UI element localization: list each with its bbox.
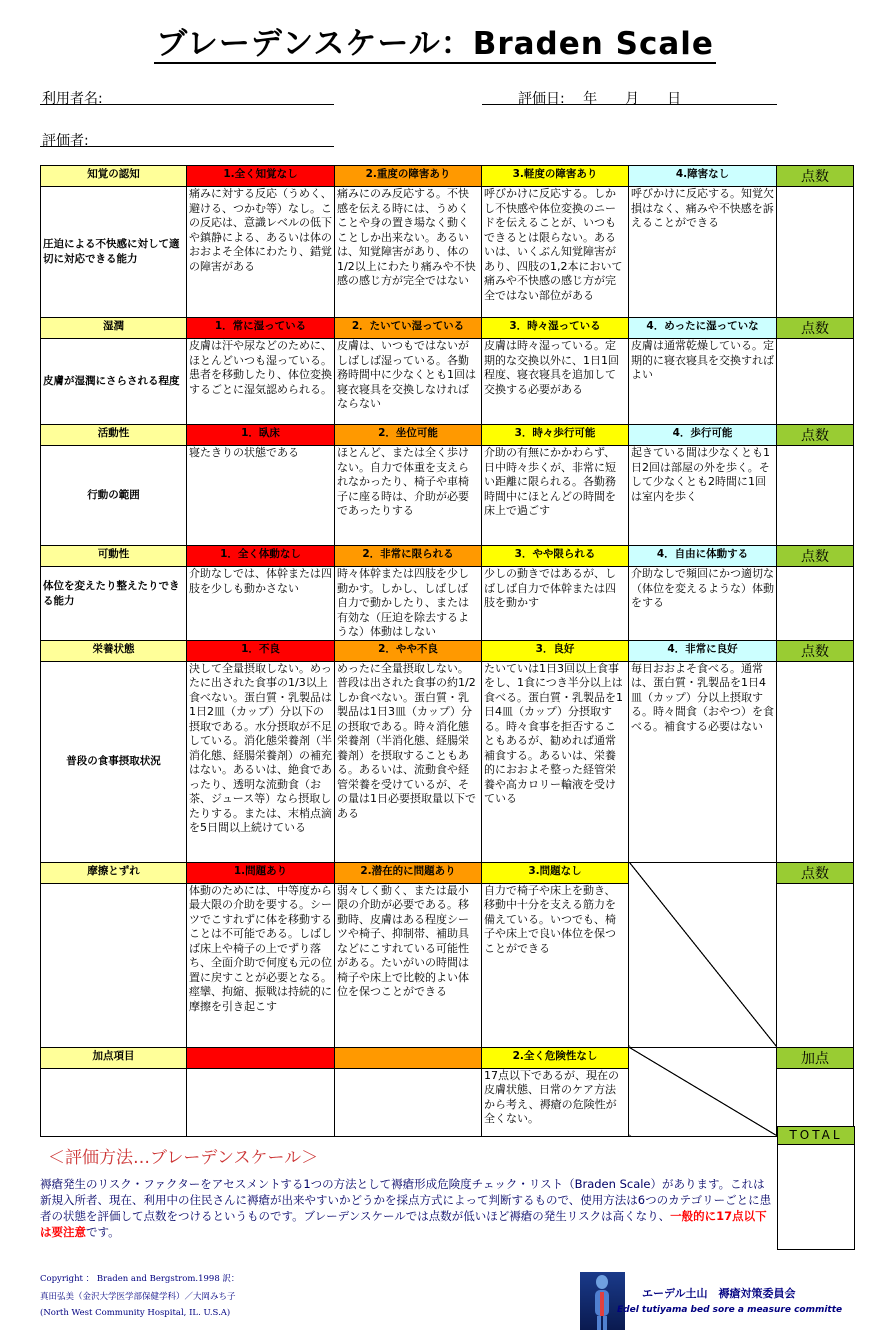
level-3-header: 3．良好	[482, 640, 629, 661]
level-2-text	[335, 1068, 482, 1136]
level-2-header: 2．やや不良	[335, 640, 482, 661]
evaluator-label: 評価者:	[42, 133, 89, 149]
descriptor: 普段の食事摂取状況	[41, 661, 187, 862]
level-3-header: 3．やや限られる	[482, 546, 629, 567]
not-applicable-cell	[629, 1047, 777, 1136]
level-1-header	[187, 1047, 335, 1068]
level-4-header: 4．自由に体動する	[629, 546, 777, 567]
score-header: 点数	[777, 318, 854, 339]
level-4-text: 皮膚は通常乾燥している。定期的に寝衣寝具を交換すればよい	[629, 339, 777, 425]
method-emphasis: 一般的に17点以下は要注意	[40, 1209, 767, 1239]
category-label: 栄養状態	[41, 640, 187, 661]
descriptor: 圧迫による不快感に対して適切に対応できる能力	[41, 187, 187, 318]
level-1-text: 決して全量摂取しない。めったに出された食事の1/3以上食べない。蛋白質・乳製品は1日2皿（カップ）分以下の摂取である。水分摂取が不足している。消化態栄養剤（半消化態、経腸栄養剤）の補充はない。あるいは、絶食であったり、透明な流動食（お茶、ジュース等）なら摂取したりする。または、末梢点滴を5日間以上続けている	[187, 661, 335, 862]
copyright-line-3: (North West Community Hospital, IL. U.S.A)	[40, 1308, 231, 1318]
category-body-row	[41, 567, 854, 641]
level-2-header: 2.重度の障害あり	[335, 166, 482, 187]
score-header: 点数	[777, 640, 854, 661]
level-2-header: 2.潜在的に問題あり	[335, 862, 482, 883]
method-text	[40, 1176, 772, 1240]
date-line[interactable]	[482, 104, 777, 105]
score-cell[interactable]	[777, 339, 854, 425]
category-label: 加点項目	[41, 1047, 187, 1068]
level-2-text: 痛みにのみ反応する。不快感を伝える時には、うめくことや身の置き場なく動くことしか出来ない。あるいは、知覚障害があり、体の1/2以上にわたり痛みや不快感の感じ方が完全ではない	[335, 187, 482, 318]
method-body: 褥瘡発生のリスク・ファクターをアセスメントする1つの方法として褥瘡形成危険度チェック・リスト（Braden Scale）があります。これは新規入所者、現在、利用中の住民さんに褥瘡が出来やすいかどうかを採点方式によって判断するもので、使用方法は6つのカテゴリーごとに患者の状態を評価して点数をつけるというものです。ブレーデンスケールでは点数が低いほど褥瘡の発生リスクは高くなり、	[40, 1177, 772, 1223]
descriptor: 皮膚が湿潤にさらされる程度	[41, 339, 187, 425]
category-label: 摩擦とずれ	[41, 862, 187, 883]
category-body-row	[41, 446, 854, 546]
descriptor	[41, 883, 187, 1047]
method-tail: です。	[86, 1225, 120, 1239]
bonus-header: 加点	[777, 1047, 854, 1068]
level-2-text: 時々体幹または四肢を少し動かす。しかし、しばしば自力で動かしたり、または有効な（圧迫を除去するような）体動はしない	[335, 567, 482, 641]
score-cell[interactable]	[777, 446, 854, 546]
level-1-text: 皮膚は汗や尿などのために、ほとんどいつも湿っている。患者を移動したり、体位変換するごとに湿気認められる。	[187, 339, 335, 425]
category-header-row	[41, 166, 854, 187]
user-name-line[interactable]	[40, 104, 334, 105]
category-body-row	[41, 661, 854, 862]
level-2-header	[335, 1047, 482, 1068]
level-3-header: 2.全く危険性なし	[482, 1047, 629, 1068]
score-cell[interactable]	[777, 883, 854, 1047]
date-label: 評価日: 年 月 日	[518, 91, 682, 107]
level-2-header: 2．たいてい湿っている	[335, 318, 482, 339]
copyright-line-1: Copyright ： Braden and Bergstrom.1998 訳：	[40, 1274, 240, 1284]
level-3-text: たいていは1日3回以上食事をし、1食につき半分以上は食べる。蛋白質・乳製品を1日4皿（カップ）分摂取する。時々食事を拒否することもあるが、勧めれば通常補食する。あるいは、栄養的におおよそ整った経管栄養や高カロリー輸液を受けている	[482, 661, 629, 862]
level-3-header: 3.軽度の障害あり	[482, 166, 629, 187]
evaluator-line[interactable]	[40, 146, 334, 147]
category-label: 湿潤	[41, 318, 187, 339]
level-2-text: 皮膚は、いつもではないがしばしば湿っている。各勤務時間中に少なくとも1回は寝衣寝具を交換しなければならない	[335, 339, 482, 425]
descriptor: 体位を変えたり整えたりできる能力	[41, 567, 187, 641]
level-1-text: 体動のためには、中等度から最大限の介助を要する。シーツでこすれずに体を移動することは不可能である。しばしば床上や椅子の上でずり落ち、全面介助で何度も元の位置に戻すことが必要となる。痙攣、拘縮、振戦は持続的に摩擦を引き起こす	[187, 883, 335, 1047]
level-3-text: 呼びかけに反応する。しかし不快感や体位変換のニードを伝えることが、いつもできるとは限らない。あるいは、いくぶん知覚障害があり、四肢の1,2本において痛みや不快感の感じ方が完全ではない部位がある	[482, 187, 629, 318]
level-2-text: 弱々しく動く、または最小限の介助が必要である。移動時、皮膚はある程度シーツや椅子、抑制帯、補助具などにこすれている可能性がある。たいがいの時間は椅子や床上で比較的よい体位を保つことができる	[335, 883, 482, 1047]
level-3-text: 介助の有無にかかわらず、日中時々歩くが、非常に短い距離に限られる。各勤務時間中にほとんどの時間を床上で過ごす	[482, 446, 629, 546]
score-header: 点数	[777, 862, 854, 883]
level-3-text: 少しの動きではあるが、しばしば自力で体幹または四肢を動かす	[482, 567, 629, 641]
method-title: ＜評価方法…ブレーデンスケール＞	[48, 1148, 319, 1168]
braden-scale-table	[40, 165, 854, 1137]
score-header: 点数	[777, 166, 854, 187]
level-2-header: 2．非常に限られる	[335, 546, 482, 567]
score-cell[interactable]	[777, 661, 854, 862]
level-2-header: 2．坐位可能	[335, 425, 482, 446]
level-1-header: 1．常に湿っている	[187, 318, 335, 339]
level-2-text: ほとんど、または全く歩けない。自力で体重を支えられなかったり、椅子や車椅子に座る時は、介助が必要であったりする	[335, 446, 482, 546]
anatomy-logo-icon	[580, 1272, 625, 1330]
level-1-header: 1.問題あり	[187, 862, 335, 883]
level-4-header: 4．歩行可能	[629, 425, 777, 446]
level-3-text: 皮膚は時々湿っている。定期的な交換以外に、1日1回程度、寝衣寝具を追加して交換する必要がある	[482, 339, 629, 425]
category-label: 可動性	[41, 546, 187, 567]
level-4-text: 呼びかけに反応する。知覚欠損はなく、痛みや不快感を訴えることができる	[629, 187, 777, 318]
score-header: 点数	[777, 546, 854, 567]
level-4-header: 4.障害なし	[629, 166, 777, 187]
category-label: 知覚の認知	[41, 166, 187, 187]
level-4-text: 介助なしで頻回にかつ適切な（体位を変えるような）体動をする	[629, 567, 777, 641]
category-header-row	[41, 425, 854, 446]
user-label: 利用者名:	[42, 91, 103, 107]
level-1-text: 痛みに対する反応（うめく、避ける、つかむ等）なし。この反応は、意識レベルの低下や鎮静による、あるいは体のおおよそ全体にわたり、錯覚の障害がある	[187, 187, 335, 318]
level-2-text: めったに全量摂取しない。普段は出された食事の約1/2しか食べない。蛋白質・乳製品は1日3皿（カップ）分の摂取である。時々消化態栄養剤（半消化態、経腸栄養剤）を摂取することもある。あるいは、流動食や経管栄養を受けているが、その量は1日必要摂取量以下である	[335, 661, 482, 862]
organization-name-jp: エーデル土山 褥瘡対策委員会	[642, 1287, 796, 1300]
level-1-header: 1.全く知覚なし	[187, 166, 335, 187]
total-box[interactable]	[777, 1126, 855, 1250]
score-cell[interactable]	[777, 187, 854, 318]
level-4-text: 起きている間は少なくとも1日2回は部屋の外を歩く。そして少なくとも2時間に1回は室内を歩く	[629, 446, 777, 546]
category-label: 活動性	[41, 425, 187, 446]
descriptor	[41, 1068, 187, 1136]
descriptor: 行動の範囲	[41, 446, 187, 546]
category-header-row	[41, 640, 854, 661]
level-3-text: 自力で椅子や床上を動き、移動中十分を支える筋力を備えている。いつでも、椅子や床上で良い体位を保つことができる	[482, 883, 629, 1047]
level-3-text: 17点以下であるが、現在の皮膚状態、日常のケア方法から考え、褥瘡の危険性が全くない。	[482, 1068, 629, 1136]
score-header: 点数	[777, 425, 854, 446]
category-header-row	[41, 1047, 854, 1068]
category-body-row	[41, 187, 854, 318]
total-label: TOTAL	[778, 1127, 854, 1145]
score-cell[interactable]	[777, 567, 854, 641]
level-4-header: 4．めったに湿っていな	[629, 318, 777, 339]
level-3-header: 3．時々湿っている	[482, 318, 629, 339]
level-1-header: 1．不良	[187, 640, 335, 661]
level-4-header: 4．非常に良好	[629, 640, 777, 661]
level-3-header: 3．時々歩行可能	[482, 425, 629, 446]
not-applicable-cell	[629, 862, 777, 1047]
level-1-header: 1．臥床	[187, 425, 335, 446]
level-4-text: 毎日おおよそ食べる。通常は、蛋白質・乳製品を1日4皿（カップ）分以上摂取する。時々間食（おやつ）を食べる。補食する必要はない	[629, 661, 777, 862]
category-body-row	[41, 339, 854, 425]
category-header-row	[41, 318, 854, 339]
level-1-text	[187, 1068, 335, 1136]
level-1-text: 介助なしでは、体幹または四肢を少しも動かさない	[187, 567, 335, 641]
category-header-row	[41, 546, 854, 567]
level-3-header: 3.問題なし	[482, 862, 629, 883]
level-1-text: 寝たきりの状態である	[187, 446, 335, 546]
category-header-row	[41, 862, 854, 883]
copyright-line-2: 真田弘美（金沢大学医学部保健学科）／大岡みち子	[40, 1292, 236, 1302]
page-title: ブレーデンスケール：Braden Scale	[156, 26, 714, 62]
level-1-header: 1．全く体動なし	[187, 546, 335, 567]
organization-name-en: Edel tutiyama bed sore a measure committe	[617, 1305, 843, 1315]
